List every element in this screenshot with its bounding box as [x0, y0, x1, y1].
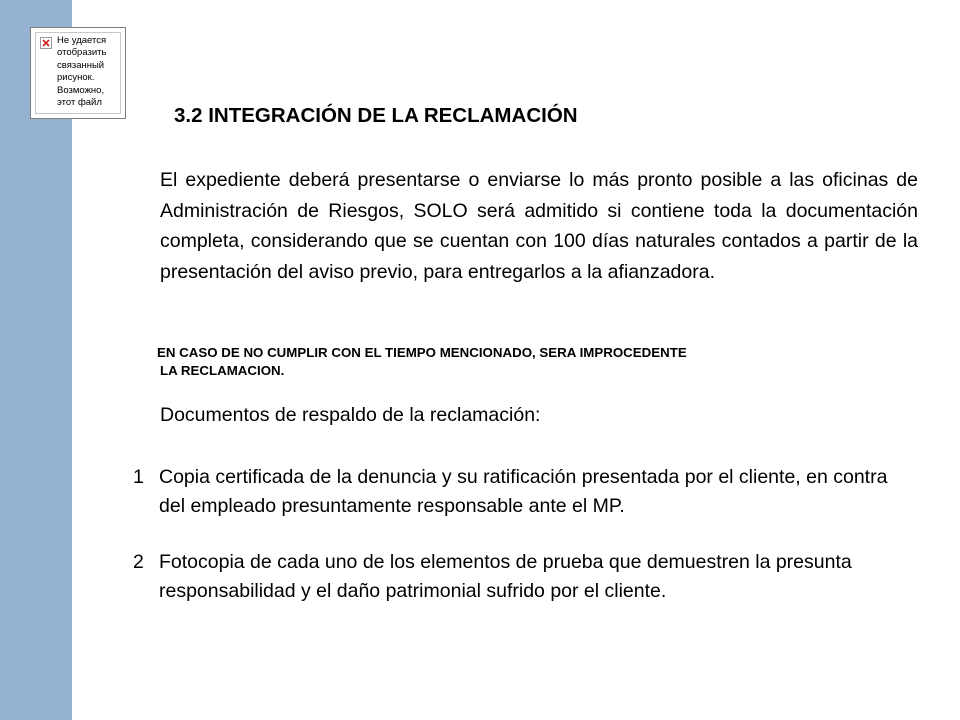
body-paragraph: El expediente deberá presentarse o enviarse lo más pronto posible a las oficinas de Administración de Riesgos, SOLO será admitido si contiene toda la documentación completa, considerando que se cuentan con 100 días naturales contados a partir de la presentación del aviso previo, para entregarlos a la afianzadora. — [160, 169, 918, 283]
document-list-item — [133, 548, 918, 605]
document-number: 2 — [133, 551, 144, 573]
documents-title: Documentos de respaldo de la reclamación: — [160, 404, 541, 426]
broken-image-frame — [35, 32, 121, 114]
broken-image-icon — [40, 37, 52, 49]
document-number: 1 — [133, 466, 144, 488]
warning-line-2: LA RECLAMACION. — [160, 363, 285, 378]
document-list-item — [133, 463, 918, 520]
warning-notice — [157, 344, 918, 380]
section-heading: 3.2 INTEGRACIÓN DE LA RECLAMACIÓN — [174, 104, 578, 127]
warning-line-1: EN CASO DE NO CUMPLIR CON EL TIEMPO MENCIONADO, SERA IMPROCEDENTE — [157, 345, 687, 360]
document-text: Fotocopia de cada uno de los elementos de prueba que demuestren la presunta responsabilidad y el daño patrimonial sufrido por el cliente. — [159, 551, 852, 602]
document-text: Copia certificada de la denuncia y su ratificación presentada por el cliente, en contra del empleado presuntamente responsable ante el MP. — [159, 466, 888, 517]
broken-image-placeholder — [30, 27, 126, 119]
broken-image-message: Не удается отобразить связанный рисунок. Возможно, этот файл — [57, 35, 107, 109]
